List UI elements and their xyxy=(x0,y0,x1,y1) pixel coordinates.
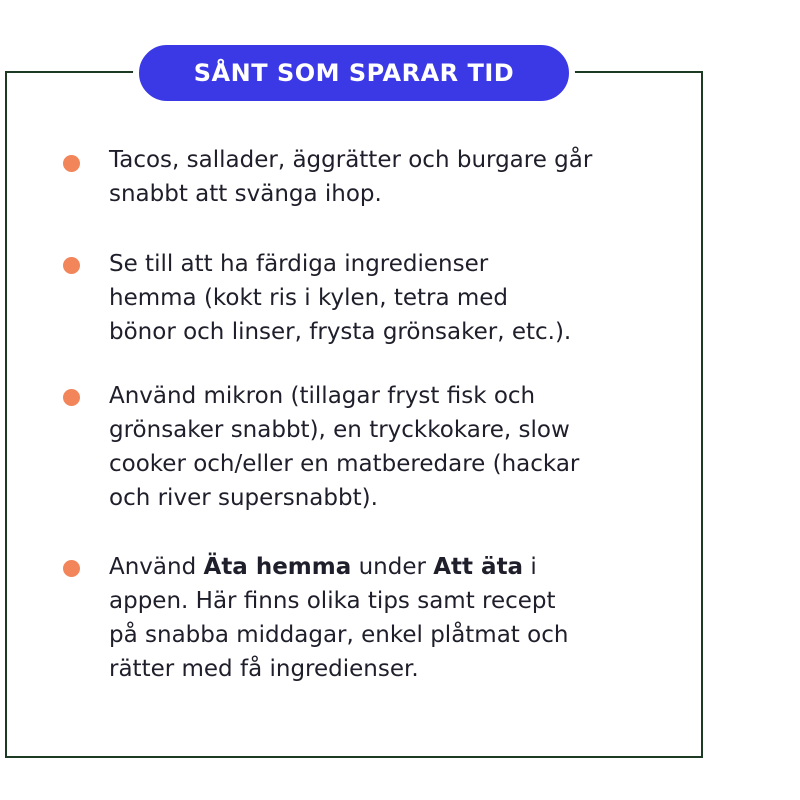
bullet-icon xyxy=(63,155,80,172)
list-item xyxy=(109,550,689,686)
item-line: Tacos, sallader, äggrätter och burgare går xyxy=(109,147,593,173)
text: Använd xyxy=(109,554,204,580)
list-item xyxy=(109,143,689,211)
page-title: SÅNT SOM SPARAR TID xyxy=(193,59,515,87)
item-line: rätter med få ingredienser. xyxy=(109,656,419,682)
item-line: snabbt att svänga ihop. xyxy=(109,181,382,207)
item-line: bönor och linser, frysta grönsaker, etc.). xyxy=(109,319,572,345)
item-line: hemma (kokt ris i kylen, tetra med xyxy=(109,285,509,311)
item-line: appen. Här finns olika tips samt recept xyxy=(109,588,556,614)
text: under xyxy=(351,554,434,580)
item-line xyxy=(109,550,689,584)
app-section-link-text: Äta hemma xyxy=(203,554,352,580)
bullet-icon xyxy=(63,389,80,406)
item-line: cooker och/eller en matberedare (hackar xyxy=(109,451,580,477)
bullet-icon xyxy=(63,257,80,274)
item-line: och river supersnabbt). xyxy=(109,485,378,511)
item-line: grönsaker snabbt), en tryckkokare, slow xyxy=(109,417,570,443)
item-line: på snabba middagar, enkel plåtmat och xyxy=(109,622,569,648)
title-badge xyxy=(133,39,575,107)
list-item xyxy=(109,247,689,349)
app-section-link-text: Att äta xyxy=(433,554,524,580)
list-item xyxy=(109,379,689,515)
bullet-icon xyxy=(63,560,80,577)
text: i xyxy=(523,554,537,580)
item-line: Använd mikron (tillagar fryst fisk och xyxy=(109,383,536,409)
item-line: Se till att ha färdiga ingredienser xyxy=(109,251,489,277)
